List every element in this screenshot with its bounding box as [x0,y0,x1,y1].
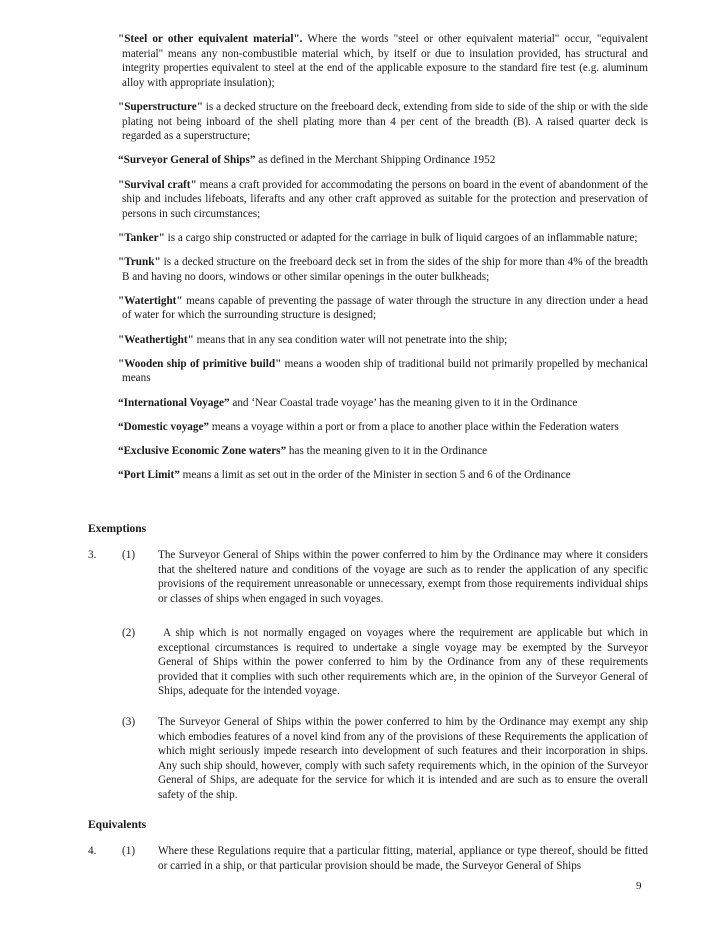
definition-steel: "Steel or other equivalent material". Where the words "steel or other equivalent material" occur, "equivalent material" means any non-combustible material which, by itself or due to insulation provided, has structural and integrity properties equivalent to steel at the end of the applicable exposure to the standard fire test (e.g. aluminum alloy with appropriate insulation); [118,33,648,89]
clause-text: The Surveyor General of Ships within the power conferred to him by the Ordinance may where it considers that the sheltered nature and conditions of the voyage are such as to render the application of any specific provisions of the requirement unreasonable or unnecessary, exempt from those requirements individual ships or classes of ships when engaged in such voyages. [158,549,648,605]
definition-wooden-ship: "Wooden ship of primitive build" means a wooden ship of traditional build not primarily propelled by mechanical means [118,357,648,385]
clause-text: A ship which is not normally engaged on voyages where the requirement are applicable but which in exceptional circumstances is required to undertake a single voyage may be exempted by the Surveyor General of Ships within the power conferred to him by the Ordinance from any of these requirements provided that it complies with such other requirements which are, in the opinion of the Surveyor General of Ships, adequate for the intended voyage. [158,627,651,698]
section-number: 4. [88,845,97,857]
subsection-number: (2) [122,627,136,639]
definition-superstructure: "Superstructure" is a decked structure on the freeboard deck, extending from side to side of the ship or with the side plating not being inboard of the shell plating more than 4 per cent of the breadth (B). A raised quarter deck is regarded as a superstructure; [118,100,648,143]
subsection-number: (1) [122,549,136,561]
definition-tanker: "Tanker" is a cargo ship constructed or adapted for the carriage in bulk of liquid cargoes of an inflammable nature; [118,231,638,244]
clause-text: Where these Regulations require that a particular fitting, material, appliance or type thereof, should be fitted or carried in a ship, or that particular provision should be made, the Surveyor General of Ships [158,845,648,872]
definition-domestic-voyage: “Domestic voyage” means a voyage within a port or from a place to another place within the Federation waters [118,420,619,433]
definition-eez-waters: “Exclusive Economic Zone waters” has the meaning given to it in the Ordinance [118,445,488,457]
subsection-number: (3) [122,716,136,728]
definition-port-limit: “Port Limit” means a limit as set out in the order of the Minister in section 5 and 6 of the Ordinance [118,469,571,482]
definitions-list [118,32,648,492]
definition-surveyor-general: “Surveyor General of Ships” as defined in the Merchant Shipping Ordinance 1952 [118,154,496,167]
definition-trunk: "Trunk" is a decked structure on the freeboard deck set in from the sides of the ship for more than 4% of the breadth B and having no doors, windows or other similar openings in the outer bulkheads; [118,256,648,283]
section-number: 3. [88,549,97,561]
definition-international-voyage: “International Voyage” and ‘Near Coastal trade voyage’ has the meaning given to it in the Ordinance [118,396,578,409]
subsection-number: (1) [122,845,136,857]
clause-text: The Surveyor General of Ships within the power conferred to him by the Ordinance may exempt any ship which embodies features of a novel kind from any of the provisions of these Requirements the application of which might seriously impede research into development of such features and their incorporation in ships. Any such ship should, however, comply with such safety requirements which, in the opinion of the Surveyor General of Ships, are adequate for the service for which it is intended and are such as to ensure the overall safety of the ship. [158,716,648,801]
equivalents-heading: Equivalents [88,819,147,831]
definition-watertight: "Watertight" means capable of preventing the passage of water through the structure in any direction under a head of water for which the surrounding structure is designed; [118,294,648,322]
definition-weathertight: "Weathertight" means that in any sea condition water will not penetrate into the ship; [118,333,508,346]
definition-survival-craft: "Survival craft" means a craft provided for accommodating the persons on board in the event of abandonment of the ship and includes lifeboats, liferafts and any other craft approved as suitable for the protection and preservation of persons in such circumstances; [118,178,649,220]
page-number: 9 [636,880,642,892]
exemptions-heading: Exemptions [88,523,147,535]
